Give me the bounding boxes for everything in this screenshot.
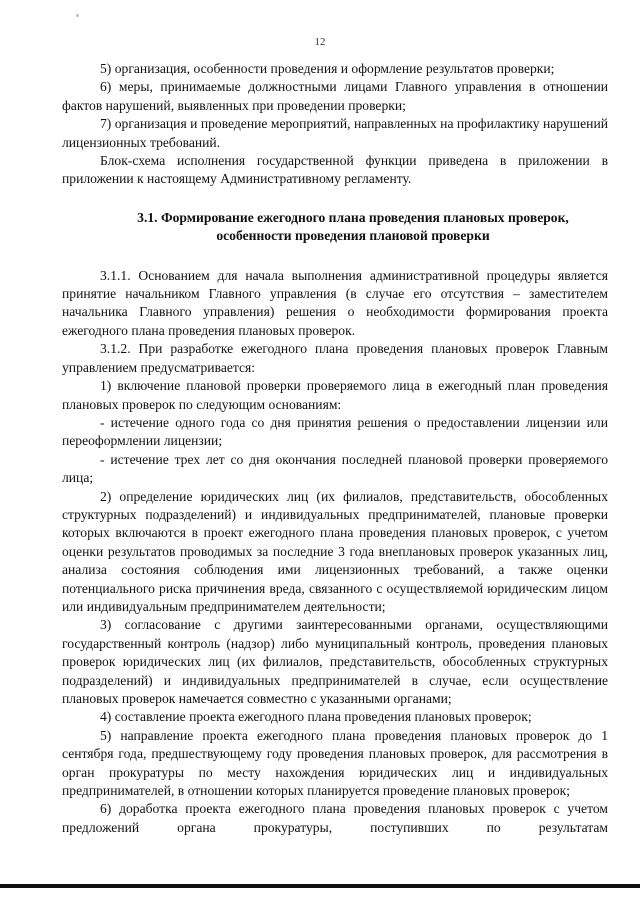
list-item-1: 1) включение плановой проверки проверяемого лица в ежегодный план проведения плановых проверок по следующим основаниям:	[62, 378, 608, 412]
scan-speck	[76, 14, 79, 17]
paragraph-prevention: 7) организация и проведение мероприятий, направленных на профилактику нарушений лицензионных требований.	[62, 116, 608, 150]
list-item-6: 6) доработка проекта ежегодного плана проведения плановых проверок с учетом предложений органа прокуратуры, поступивших по результатам	[62, 801, 608, 835]
list-item-3: 3) согласование с другими заинтересованными органами, осуществляющими государственный контроль (надзор) либо муниципальный контроль, проведения плановых проверок юридических лиц (их филиалов, представительств, обособленных структурных подразделений) и индивидуальных предпринимателей в случае, если осуществление плановых проверок намечается совместно с указанными органами;	[62, 617, 608, 706]
paragraph-3-1-2: 3.1.2. При разработке ежегодного плана проведения плановых проверок Главным управлением предусматривается:	[62, 341, 608, 375]
document-body	[62, 60, 608, 837]
paragraph-measures: 6) меры, принимаемые должностными лицами Главного управления в отношении фактов нарушений, выявленных при проведении проверки;	[62, 79, 608, 113]
list-item-2: 2) определение юридических лиц (их филиалов, представительств, обособленных структурных подразделений) и индивидуальных предпринимателей, плановые проверки которых включаются в проект ежегодного плана проведения плановых проверок, с учетом оценки результатов проводимых за последние 3 года внеплановых проверок указанных лиц, анализа состояния соблюдения ими лицензионных требований, а также оценки потенциального риска причинения вреда, связанного с осуществляемой юридическим лицом или индивидуальным предпринимателем деятельности;	[62, 488, 608, 614]
paragraph-3-1-1: 3.1.1. Основанием для начала выполнения административной процедуры является принятие начальником Главного управления (в случае его отсутствия – заместителем начальника Главного управления) решения о необходимости формирования проекта ежегодного плана проведения плановых проверок.	[62, 267, 608, 338]
section-heading: 3.1. Формирование ежегодного плана проведения плановых проверок, особенности проведения плановой проверки	[137, 209, 569, 244]
list-subitem-one-year: - истечение одного года со дня принятия решения о предоставлении лицензии или переоформлении лицензии;	[62, 414, 608, 449]
paragraph-flowchart-reference: Блок-схема исполнения государственной функции приведена в приложении в приложении к настоящему Административному регламенту.	[62, 153, 608, 187]
list-item-4: 4) составление проекта ежегодного плана проведения плановых проверок;	[100, 709, 532, 725]
list-subitem-three-years: - истечение трех лет со дня окончания последней плановой проверки проверяемого лица;	[62, 451, 608, 486]
bottom-scan-border	[0, 884, 640, 888]
page-number: 12	[314, 36, 326, 48]
list-item-5: 5) направление проекта ежегодного плана проведения плановых проверок до 1 сентября года, предшествующему году проведения плановых проверок, для рассмотрения в орган прокуратуры по месту нахождения юридических лиц и индивидуальных предпринимателей, в отношении которых планируется проведение плановых проверок;	[62, 727, 608, 799]
paragraph-organization-results: 5) организация, особенности проведения и оформление результатов проверки;	[100, 61, 555, 76]
